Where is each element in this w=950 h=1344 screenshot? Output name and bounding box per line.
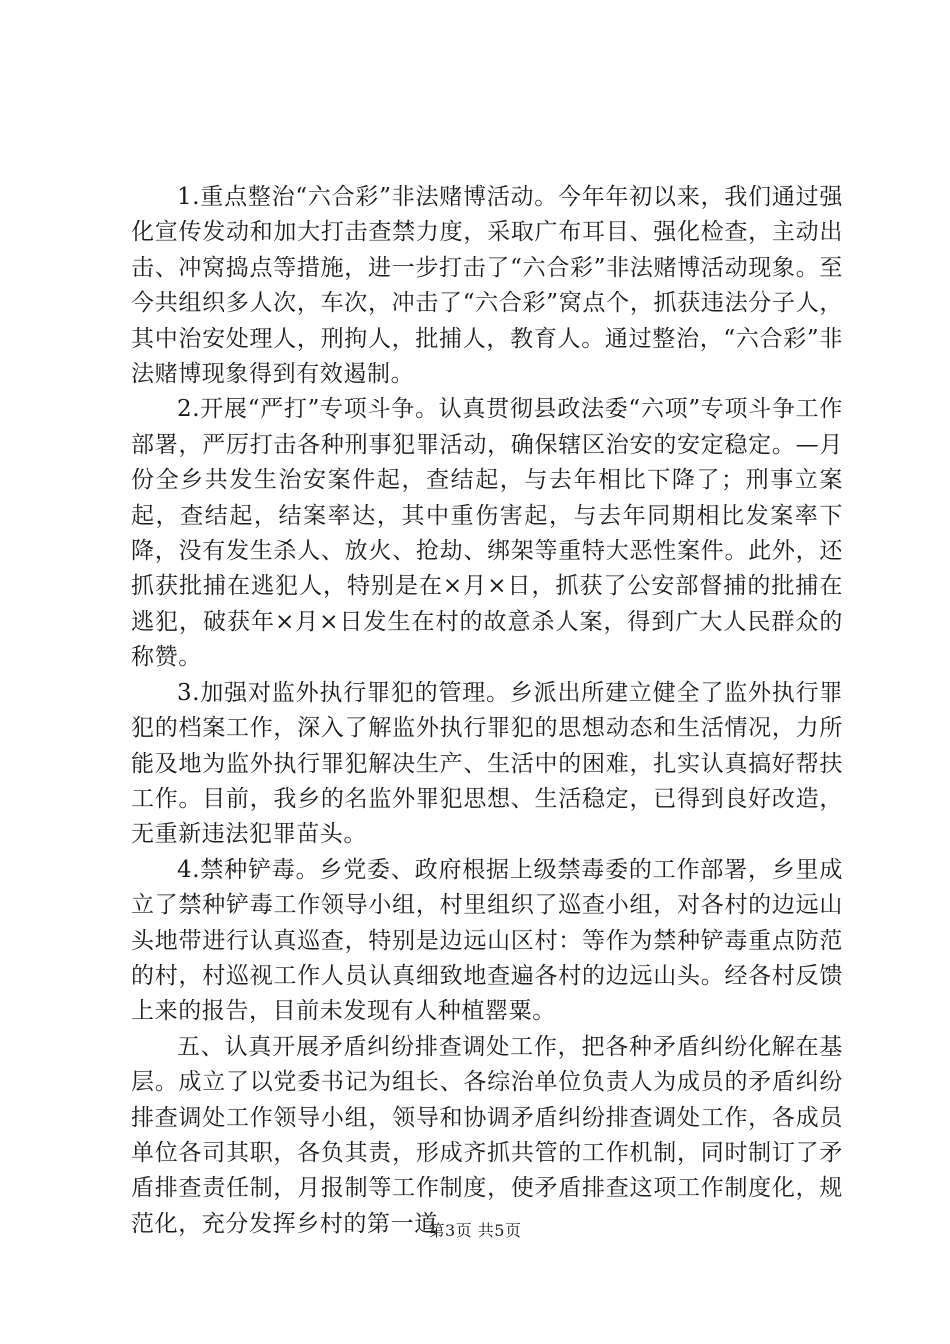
paragraph-drug-eradication: 4.禁种铲毒。乡党委、政府根据上级禁毒委的工作部署，乡里成立了禁种铲毒工作领导小组，村里组织了巡查小组，对各村的边远山头地带进行认真巡查，特别是边远山区村：等作为禁种铲毒重点防范的村，村巡视工作人员认真细致地查遍各村的边远山头。经各村反馈上来的报告，目前未发现有人种植罂粟。 [131, 856, 843, 1025]
document-body [131, 180, 843, 1242]
page-number-footer: 第3页 共5页 [428, 1221, 522, 1240]
paragraph-gambling-crackdown: 1.重点整治“六合彩”非法赌博活动。今年年初以来，我们通过强化宣传发动和加大打击查禁力度，采取广布耳目、强化检查，主动出击、冲窝捣点等措施，进一步打击了“六合彩”非法赌博活动现象。至今共组织多人次，车次，冲击了“六合彩”窝点个，抓获违法分子人，其中治安处理人，刑拘人，批捕人，教育人。通过整治，“六合彩”非法赌博现象得到有效遏制。 [131, 184, 843, 388]
paragraph-strike-hard-campaign: 2.开展“严打”专项斗争。认真贯彻县政法委“六项”专项斗争工作部署，严厉打击各种刑事犯罪活动，确保辖区治安的安定稳定。—月份全乡共发生治安案件起，查结起，与去年相比下降了；刑事立案起，查结起，结案率达，其中重伤害起，与去年同期相比发案率下降，没有发生杀人、放火、抢劫、绑架等重特大恶性案件。此外，还抓获批捕在逃犯人，特别是在×月×日，抓获了公安部督捕的批捕在逃犯，破获年×月×日发生在村的故意杀人案，得到广大人民群众的称赞。 [131, 396, 843, 671]
paragraph-probation-management: 3.加强对监外执行罪犯的管理。乡派出所建立健全了监外执行罪犯的档案工作，深入了解监外执行罪犯的思想动态和生活情况，力所能及地为监外执行罪犯解决生产、生活中的困难，扎实认真搞好帮扶工作。目前，我乡的名监外罪犯思想、生活稳定，已得到良好改造，无重新违法犯罪苗头。 [131, 679, 843, 848]
paragraph-dispute-resolution: 五、认真开展矛盾纠纷排查调处工作，把各种矛盾纠纷化解在基层。成立了以党委书记为组长、各综治单位负责人为成员的矛盾纠纷排查调处工作领导小组，领导和协调矛盾纠纷排查调处工作，各成员单位各司其职，各负其责，形成齐抓共管的工作机制，同时制订了矛盾排查责任制，月报制等工作制度，使矛盾排查这项工作制度化，规范化，充分发挥乡村的第一道 [131, 1033, 843, 1237]
